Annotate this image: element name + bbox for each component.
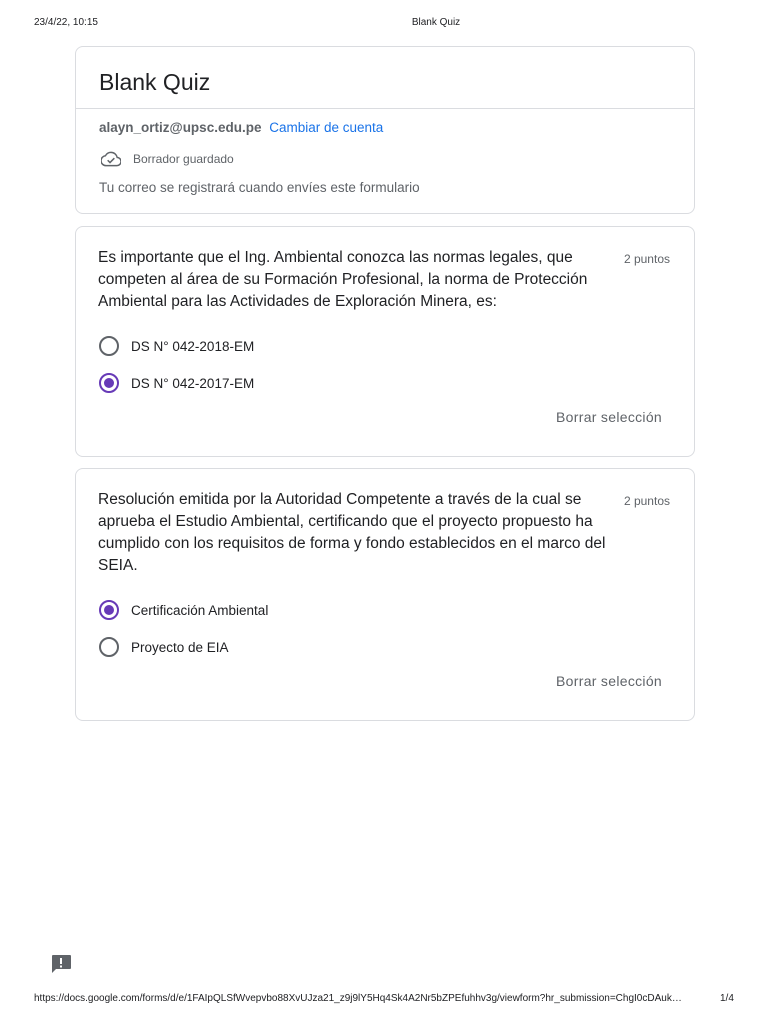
print-page-number: 1/4 [720, 993, 734, 1004]
print-url: https://docs.google.com/forms/d/e/1FAIpQLSfWvepvbo88XvUJza21_z9j9lY5Hq4Sk4A2Nr5bZPEfuhhv3g/viewform?hr_submission=ChgI0cDAuk… [34, 993, 682, 1004]
clear-selection-button[interactable]: Borrar selección [556, 409, 662, 425]
option-label: Proyecto de EIA [131, 639, 229, 655]
radio-button-selected[interactable] [99, 373, 119, 393]
print-footer [0, 993, 768, 1007]
print-date: 23/4/22, 10:15 [34, 17, 98, 28]
draft-status-label: Borrador guardado [133, 152, 234, 166]
cloud-check-icon [101, 151, 121, 167]
radio-option[interactable] [99, 636, 229, 658]
option-label: Certificación Ambiental [131, 602, 269, 618]
form-header-card [75, 46, 695, 214]
print-header [0, 17, 768, 31]
draft-status [101, 149, 234, 169]
radio-button[interactable] [99, 637, 119, 657]
question-points: 2 puntos [623, 494, 670, 508]
form-title: Blank Quiz [99, 69, 211, 95]
question-text: Es importante que el Ing. Ambiental conozca las normas legales, que competen al área de su Formación Profesional, la norma de Protección Ambiental para las Actividades de Exploración Minera, es: [98, 249, 588, 310]
print-title: Blank Quiz [411, 17, 461, 28]
clear-selection-button[interactable]: Borrar selección [556, 673, 662, 689]
switch-account-link[interactable]: Cambiar de cuenta [269, 120, 384, 135]
account-line [99, 119, 383, 137]
question-card-1 [75, 226, 695, 457]
question-card-2 [75, 468, 695, 721]
option-label: DS N° 042-2017-EM [131, 375, 255, 391]
feedback-icon[interactable] [50, 954, 72, 974]
radio-button-selected[interactable] [99, 600, 119, 620]
account-email: alayn_ortiz@upsc.edu.pe [99, 120, 262, 135]
email-note: Tu correo se registrará cuando envíes este formulario [99, 180, 420, 195]
question-text: Resolución emitida por la Autoridad Competente a través de la cual se aprueba el Estudio Ambiental, certificando que el proyecto propuesto ha cumplido con los requisitos de forma y fondo establecidos en el marco del SEIA. [98, 491, 606, 574]
radio-option[interactable] [99, 599, 268, 621]
header-divider [76, 108, 694, 109]
radio-option[interactable] [99, 372, 254, 394]
question-points: 2 puntos [623, 252, 670, 266]
option-label: DS N° 042-2018-EM [131, 338, 255, 354]
radio-button[interactable] [99, 336, 119, 356]
radio-option[interactable] [99, 335, 254, 357]
